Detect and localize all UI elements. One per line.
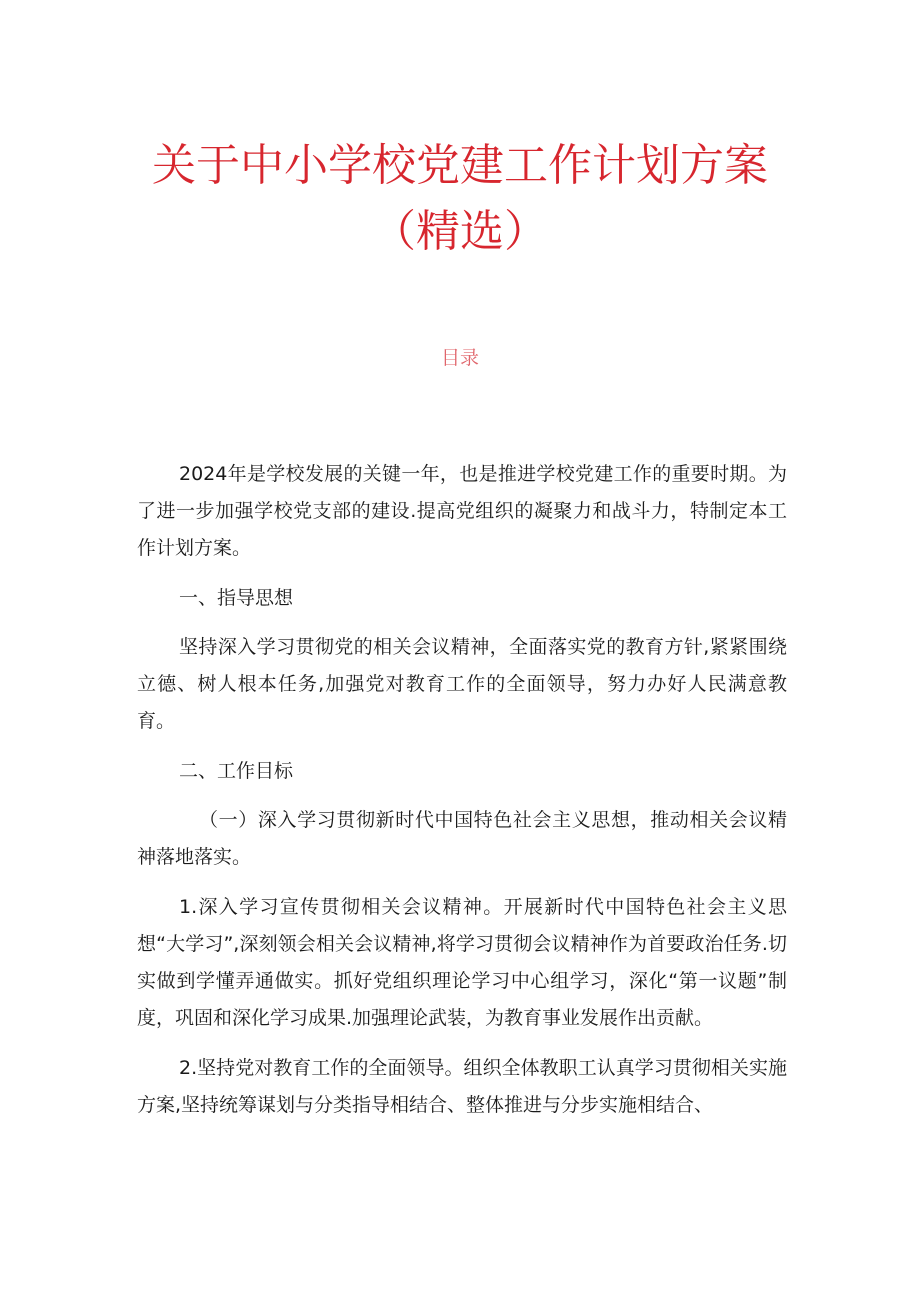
toc-label: 目录 xyxy=(440,347,479,369)
document-body xyxy=(137,456,787,1137)
subsection-heading-1: （一）深入学习贯彻新时代中国特色社会主义思想，推动相关会议精神落地落实。 xyxy=(137,809,787,868)
paragraph-item-1: 1.深入学习宣传贯彻相关会议精神。开展新时代中国特色社会主义思想“大学习”,深刻领会相关会议精神,将学习贯彻会议精神作为首要政治任务.切实做到学懂弄通做实。抓好党组织理论学习中心组学习，深化“第一议题”制度，巩固和深化学习成果.加强理论武装，为教育事业发展作出贡献。 xyxy=(137,896,787,1029)
document-title-line2: （精选） xyxy=(372,206,548,257)
paragraph-guiding-ideology: 坚持深入学习贯彻党的相关会议精神，全面落实党的教育方针,紧紧围绕立德、树人根本任务,加强党对教育工作的全面领导，努力办好人民满意教育。 xyxy=(137,636,787,732)
section-heading-work-goals: 二、工作目标 xyxy=(179,760,294,782)
paragraph-item-2: 2.坚持党对教育工作的全面领导。组织全体教职工认真学习贯彻相关实施方案,坚持统筹谋划与分类指导相结合、整体推进与分步实施相结合、 xyxy=(137,1057,787,1116)
document-title-line1: 关于中小学校党建工作计划方案 xyxy=(152,140,768,191)
paragraph-intro: 2024年是学校发展的关键一年，也是推进学校党建工作的重要时期。为了进一步加强学校党支部的建设.提高党组织的凝聚力和战斗力，特制定本工作计划方案。 xyxy=(137,463,787,559)
section-heading-guiding-ideology: 一、指导思想 xyxy=(179,587,294,609)
